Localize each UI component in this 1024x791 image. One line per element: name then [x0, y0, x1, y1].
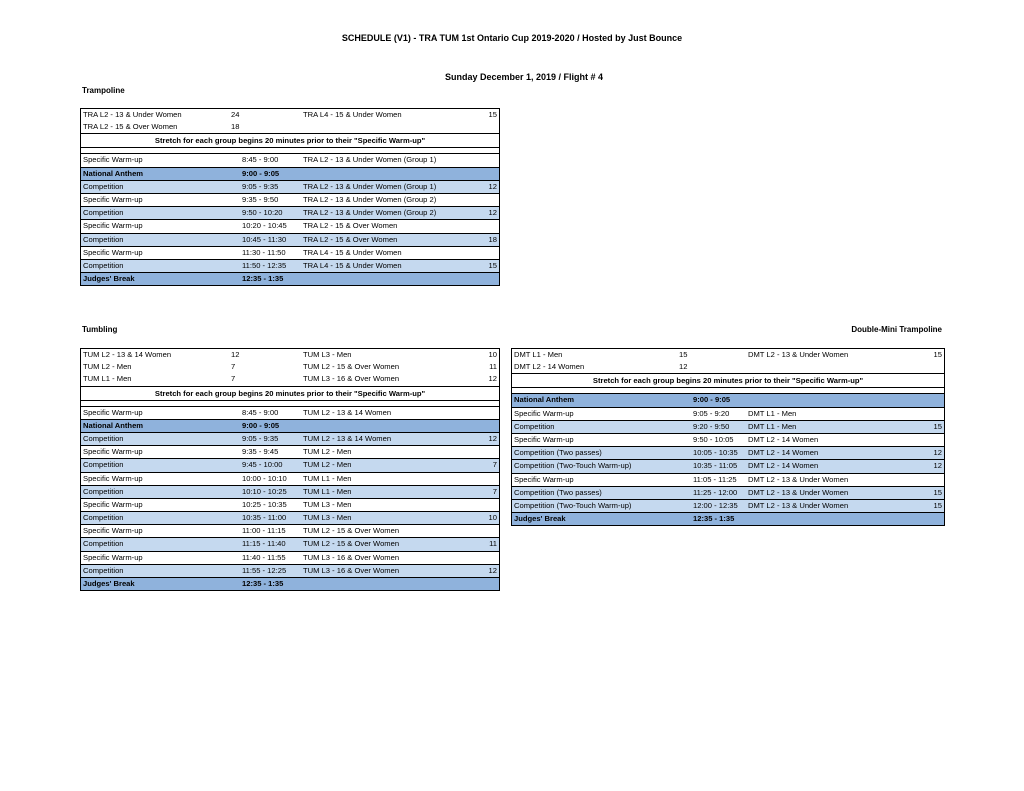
- group-name: TRA L2 - 13 & Under Women (Group 1): [303, 181, 437, 191]
- page-title: SCHEDULE (V1) - TRA TUM 1st Ontario Cup 2019-2020 / Hosted by Just Bounce: [341, 33, 683, 43]
- group-name: TUM L1 - Men: [303, 473, 352, 483]
- time-slot: 9:50 - 10:20: [242, 208, 283, 218]
- group-name: TRA L4 - 15 & Under Women: [303, 110, 402, 119]
- activity: Specific Warm-up: [83, 499, 143, 509]
- group-name: TUM L2 - Men: [303, 447, 352, 457]
- stretch-note: Stretch for each group begins 20 minutes prior to their "Specific Warm-up": [81, 133, 499, 148]
- schedule-row: [81, 458, 499, 471]
- athlete-count: 15: [488, 260, 497, 270]
- group-row: [81, 121, 499, 133]
- time-slot: 9:35 - 9:50: [242, 194, 279, 204]
- activity: Competition (Two-Touch Warm-up): [514, 461, 632, 471]
- group-name: TUM L1 - Men: [83, 374, 132, 384]
- stretch-note: Stretch for each group begins 20 minutes prior to their "Specific Warm-up": [512, 373, 944, 388]
- time-slot: 11:05 - 11:25: [693, 474, 737, 484]
- activity: Specific Warm-up: [83, 526, 143, 536]
- activity: Specific Warm-up: [514, 408, 574, 418]
- schedule-row: [512, 459, 944, 472]
- group-name: TRA L2 - 15 & Over Women: [303, 234, 398, 244]
- group-name: DMT L1 - Men: [748, 421, 797, 431]
- group-count: 7: [231, 374, 236, 384]
- group-name: TUM L3 - Men: [303, 513, 352, 523]
- activity: Competition: [83, 565, 124, 575]
- schedule-row: [512, 499, 944, 512]
- group-name: DMT L2 - 14 Women: [748, 461, 819, 471]
- schedule-row: [81, 511, 499, 524]
- time-slot: 10:35 - 11:05: [693, 461, 738, 471]
- group-count: 15: [488, 110, 497, 119]
- group-name: DMT L1 - Men: [514, 350, 563, 359]
- time-slot: 9:00 - 9:05: [242, 168, 280, 178]
- time-slot: 11:55 - 12:25: [242, 565, 287, 575]
- activity: Specific Warm-up: [83, 552, 143, 562]
- time-slot: 9:50 - 10:05: [693, 434, 734, 444]
- group-name: TUM L3 - 16 & Over Women: [303, 374, 400, 384]
- group-name: TUM L1 - Men: [303, 486, 352, 496]
- group-name: TRA L2 - 13 & Under Women (Group 2): [303, 194, 437, 204]
- time-slot: 12:00 - 12:35: [693, 500, 738, 510]
- activity: Competition: [83, 260, 124, 270]
- group-name: TUM L2 - 15 & Over Women: [303, 526, 400, 536]
- group-name: TUM L2 - 15 & Over Women: [303, 539, 400, 549]
- activity: Competition: [83, 486, 124, 496]
- group-row: [81, 109, 499, 121]
- time-slot: 9:05 - 9:35: [242, 181, 279, 191]
- athlete-count: 12: [488, 433, 497, 443]
- group-name: TRA L2 - 15 & Over Women: [83, 122, 178, 132]
- athlete-count: 10: [488, 513, 497, 523]
- dmt-schedule-table: [511, 348, 945, 526]
- group-name: TUM L2 - 13 & 14 Women: [303, 407, 392, 417]
- time-slot: 10:00 - 10:10: [242, 473, 287, 483]
- activity: Competition: [83, 208, 124, 218]
- time-slot: 8:45 - 9:00: [242, 407, 279, 417]
- time-slot: 12:35 - 1:35: [242, 274, 284, 284]
- activity: Competition: [83, 460, 124, 470]
- trampoline-schedule-table: [80, 108, 500, 286]
- schedule-row: [81, 272, 499, 285]
- athlete-count: 7: [492, 486, 497, 496]
- athlete-count: 11: [489, 539, 497, 549]
- group-count: 15: [933, 350, 942, 359]
- activity: Competition: [83, 181, 124, 191]
- time-slot: 10:35 - 11:00: [242, 513, 287, 523]
- activity: National Anthem: [514, 395, 575, 405]
- time-slot: 12:35 - 1:35: [693, 514, 735, 524]
- activity: Specific Warm-up: [83, 155, 143, 165]
- group-name: TRA L2 - 15 & Over Women: [303, 221, 398, 231]
- time-slot: 9:05 - 9:35: [242, 433, 279, 443]
- activity: Specific Warm-up: [83, 473, 143, 483]
- group-name: DMT L2 - 13 & Under Women: [748, 487, 849, 497]
- group-row: [81, 361, 499, 373]
- group-count: 10: [488, 350, 497, 359]
- group-name: DMT L2 - 14 Women: [748, 434, 819, 444]
- schedule-row: [81, 219, 499, 232]
- group-count: 7: [231, 362, 236, 372]
- activity: Specific Warm-up: [83, 447, 143, 457]
- schedule-row: [81, 432, 499, 445]
- activity: National Anthem: [83, 420, 144, 430]
- schedule-row: [81, 259, 499, 272]
- athlete-count: 12: [933, 448, 942, 458]
- time-slot: 11:50 - 12:35: [242, 260, 287, 270]
- schedule-row: [512, 433, 944, 446]
- schedule-row: [512, 393, 944, 406]
- group-count: 11: [489, 362, 497, 372]
- group-count: 12: [679, 362, 688, 372]
- activity: Competition: [514, 421, 555, 431]
- time-slot: 9:00 - 9:05: [693, 395, 731, 405]
- group-name: TRA L2 - 13 & Under Women: [83, 110, 182, 119]
- schedule-row: [81, 206, 499, 219]
- schedule-row: [81, 564, 499, 577]
- schedule-row: [512, 407, 944, 420]
- schedule-row: [81, 180, 499, 193]
- time-slot: 9:05 - 9:20: [693, 408, 730, 418]
- time-slot: 11:30 - 11:50: [242, 247, 286, 257]
- page-subtitle: Sunday December 1, 2019 / Flight # 4: [444, 72, 604, 82]
- trampoline-label: Trampoline: [82, 86, 125, 95]
- group-name: DMT L2 - 13 & Under Women: [748, 500, 849, 510]
- tumbling-label: Tumbling: [82, 325, 118, 334]
- activity: Competition: [83, 539, 124, 549]
- athlete-count: 12: [488, 565, 497, 575]
- group-name: DMT L2 - 13 & Under Women: [748, 350, 849, 359]
- activity: Judges' Break: [83, 579, 135, 588]
- time-slot: 10:25 - 10:35: [242, 499, 287, 509]
- group-name: TUM L3 - Men: [303, 499, 352, 509]
- group-name: TRA L4 - 15 & Under Women: [303, 247, 402, 257]
- schedule-row: [512, 473, 944, 486]
- group-count: 12: [488, 374, 497, 384]
- activity: Specific Warm-up: [514, 474, 574, 484]
- group-name: TRA L2 - 13 & Under Women (Group 2): [303, 208, 437, 218]
- group-row: [81, 349, 499, 361]
- schedule-row: [512, 512, 944, 525]
- athlete-count: 15: [933, 421, 942, 431]
- group-count: 12: [231, 350, 240, 359]
- athlete-count: 15: [933, 500, 942, 510]
- time-slot: 11:00 - 11:15: [242, 526, 286, 536]
- time-slot: 11:40 - 11:55: [242, 552, 286, 562]
- schedule-row: [81, 233, 499, 246]
- group-name: DMT L2 - 13 & Under Women: [748, 474, 849, 484]
- time-slot: 9:20 - 9:50: [693, 421, 730, 431]
- activity: Specific Warm-up: [83, 247, 143, 257]
- schedule-row: [81, 167, 499, 180]
- group-name: TUM L3 - Men: [303, 350, 352, 359]
- time-slot: 9:00 - 9:05: [242, 420, 280, 430]
- dmt-label: Double-Mini Trampoline: [851, 325, 942, 334]
- schedule-row: [81, 472, 499, 485]
- athlete-count: 15: [933, 487, 942, 497]
- activity: Specific Warm-up: [83, 221, 143, 231]
- athlete-count: 12: [488, 181, 497, 191]
- schedule-row: [81, 551, 499, 564]
- time-slot: 9:45 - 10:00: [242, 460, 283, 470]
- group-count: 15: [679, 350, 688, 359]
- activity: Competition (Two passes): [514, 448, 602, 458]
- activity: Specific Warm-up: [83, 407, 143, 417]
- activity: Specific Warm-up: [514, 434, 574, 444]
- schedule-row: [81, 485, 499, 498]
- group-name: TUM L2 - 15 & Over Women: [303, 362, 400, 372]
- schedule-row: [81, 537, 499, 550]
- tumbling-schedule-table: [80, 348, 500, 591]
- group-name: TUM L2 - 13 & 14 Women: [303, 433, 392, 443]
- group-name: TRA L4 - 15 & Under Women: [303, 260, 402, 270]
- activity: Competition: [83, 433, 124, 443]
- group-name: DMT L1 - Men: [748, 408, 797, 418]
- group-row: [81, 373, 499, 385]
- schedule-row: [81, 406, 499, 419]
- time-slot: 10:20 - 10:45: [242, 221, 287, 231]
- schedule-row: [81, 445, 499, 458]
- group-name: TUM L2 - Men: [303, 460, 352, 470]
- group-count: 24: [231, 110, 240, 119]
- schedule-row: [81, 577, 499, 590]
- group-name: TUM L2 - 13 & 14 Women: [83, 350, 172, 359]
- stretch-note: Stretch for each group begins 20 minutes prior to their "Specific Warm-up": [81, 386, 499, 401]
- activity: Competition (Two passes): [514, 487, 602, 497]
- group-row: [512, 349, 944, 361]
- group-row: [512, 361, 944, 373]
- schedule-row: [512, 486, 944, 499]
- time-slot: 10:45 - 11:30: [242, 234, 287, 244]
- group-name: TRA L2 - 13 & Under Women (Group 1): [303, 155, 437, 165]
- time-slot: 10:10 - 10:25: [242, 486, 287, 496]
- schedule-row: [512, 420, 944, 433]
- activity: Competition (Two-Touch Warm-up): [514, 500, 632, 510]
- athlete-count: 12: [488, 208, 497, 218]
- activity: Judges' Break: [514, 514, 566, 524]
- activity: National Anthem: [83, 168, 144, 178]
- time-slot: 9:35 - 9:45: [242, 447, 279, 457]
- schedule-row: [81, 246, 499, 259]
- schedule-row: [81, 498, 499, 511]
- activity: Judges' Break: [83, 274, 135, 284]
- athlete-count: 7: [492, 460, 497, 470]
- group-name: TUM L3 - 16 & Over Women: [303, 565, 400, 575]
- time-slot: 11:15 - 11:40: [242, 539, 286, 549]
- schedule-row: [512, 446, 944, 459]
- group-name: DMT L2 - 14 Women: [514, 362, 585, 372]
- time-slot: 8:45 - 9:00: [242, 155, 279, 165]
- group-name: TUM L2 - Men: [83, 362, 132, 372]
- activity: Competition: [83, 234, 124, 244]
- schedule-row: [81, 153, 499, 166]
- schedule-row: [81, 524, 499, 537]
- schedule-row: [81, 193, 499, 206]
- activity: Competition: [83, 513, 124, 523]
- group-count: 18: [231, 122, 240, 132]
- group-name: TUM L3 - 16 & Over Women: [303, 552, 400, 562]
- time-slot: 10:05 - 10:35: [693, 448, 738, 458]
- athlete-count: 18: [488, 234, 497, 244]
- schedule-row: [81, 419, 499, 432]
- time-slot: 12:35 - 1:35: [242, 579, 284, 588]
- time-slot: 11:25 - 12:00: [693, 487, 738, 497]
- activity: Specific Warm-up: [83, 194, 143, 204]
- athlete-count: 12: [933, 461, 942, 471]
- group-name: DMT L2 - 14 Women: [748, 448, 819, 458]
